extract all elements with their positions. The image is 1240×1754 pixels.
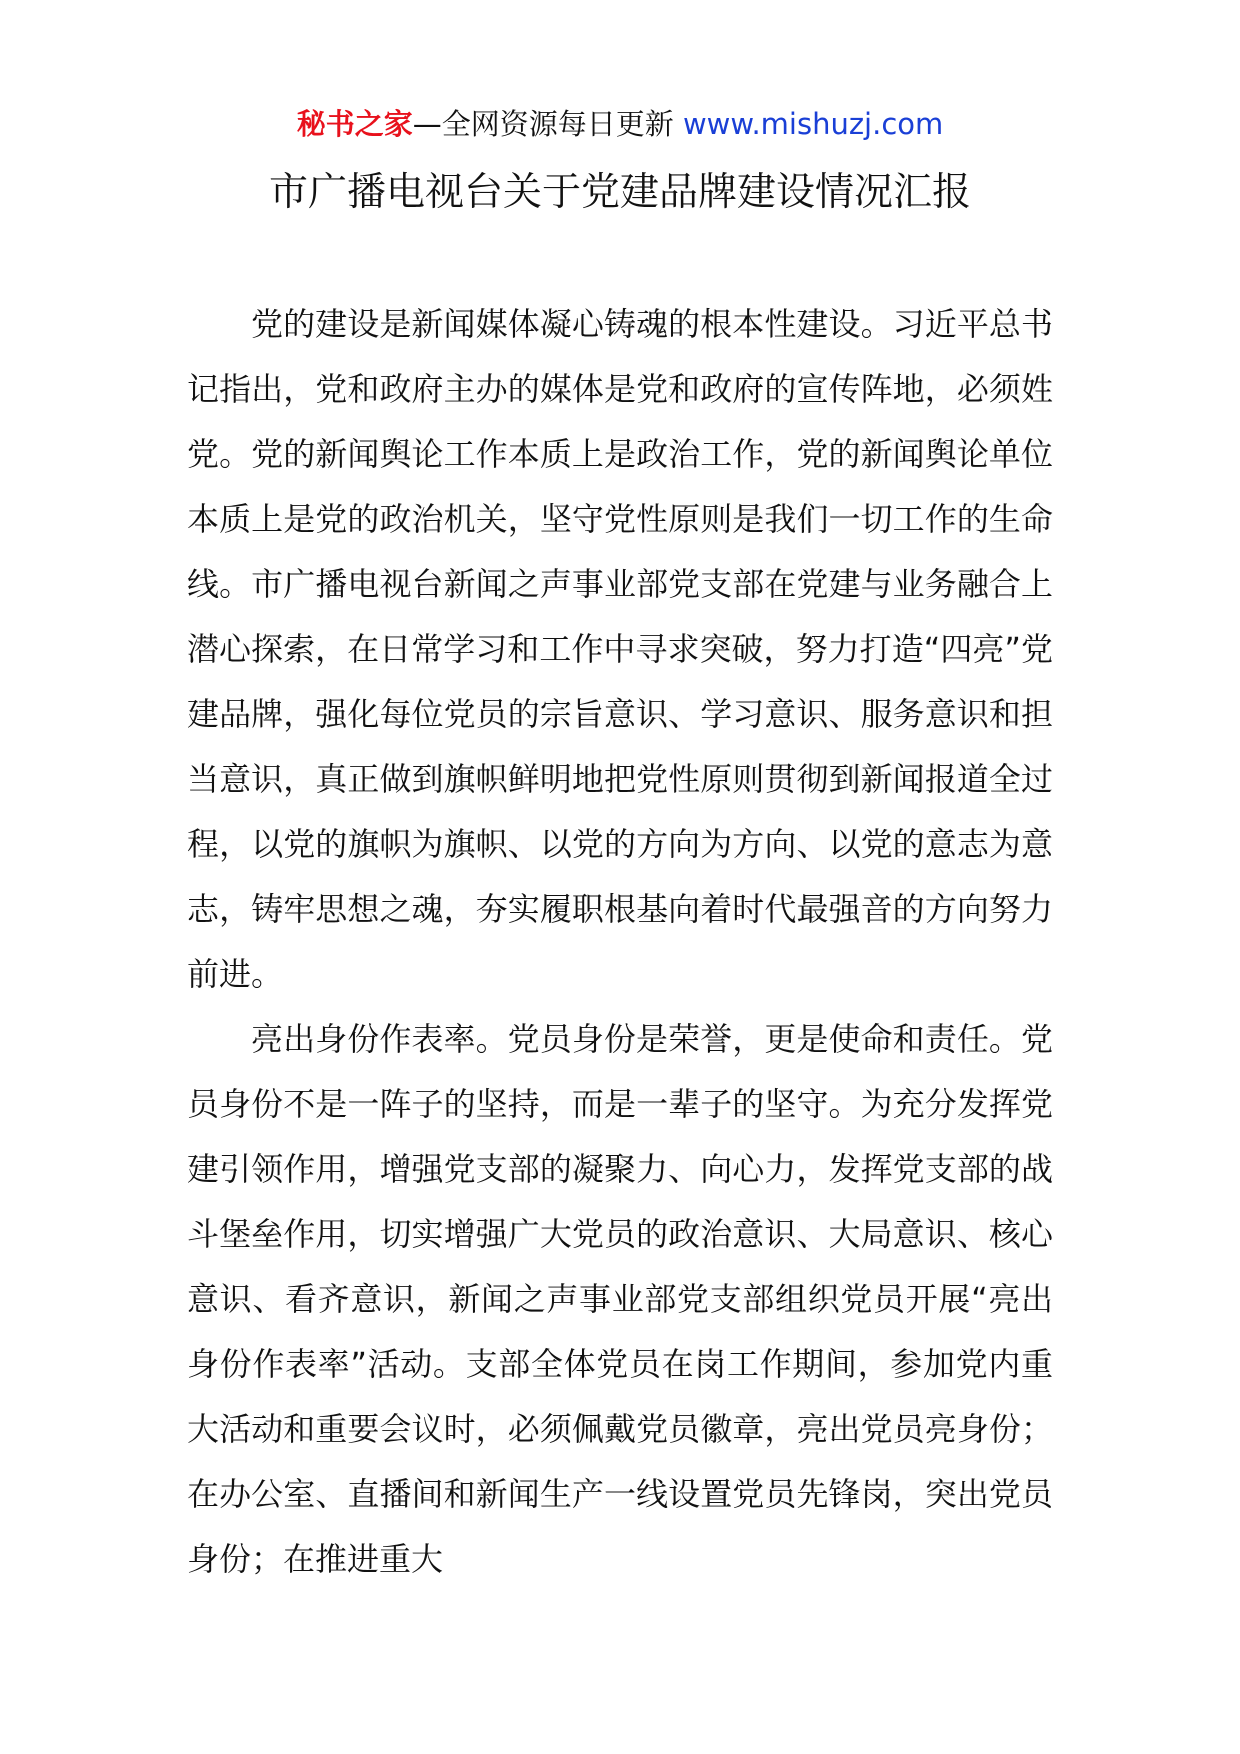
paragraph-identity: 亮出身份作表率。党员身份是荣誉，更是使命和责任。党员身份不是一阵子的坚持，而是一辈子的坚守。为充分发挥党建引领作用，增强党支部的凝聚力、向心力，发挥党支部的战斗堡垒作用，切实增强广大党员的政治意识、大局意识、核心意识、看齐意识，新闻之声事业部党支部组织党员开展“亮出身份作表率”活动。支部全体党员在岗工作期间，参加党内重大活动和重要会议时，必须佩戴党员徽章，亮出党员亮身份；在办公室、直播间和新闻生产一线设置党员先锋岗，突出党员身份；在推进重大	[187, 1020, 1053, 1578]
paragraph-intro: 党的建设是新闻媒体凝心铸魂的根本性建设。习近平总书记指出，党和政府主办的媒体是党和政府的宣传阵地，必须姓党。党的新闻舆论工作本质上是政治工作，党的新闻舆论单位本质上是党的政治机关，坚守党性原则是我们一切工作的生命线。市广播电视台新闻之声事业部党支部在党建与业务融合上潜心探索，在日常学习和工作中寻求突破，努力打造“四亮”党建品牌，强化每位党员的宗旨意识、学习意识、服务意识和担当意识，真正做到旗帜鲜明地把党性原则贯彻到新闻报道全过程，以党的旗帜为旗帜、以党的方向为方向、以党的意志为意志，铸牢思想之魂，夯实履职根基向着时代最强音的方向努力前进。	[187, 305, 1053, 993]
site-header	[0, 100, 1240, 148]
header-slogan: —全网资源每日更新	[412, 107, 674, 141]
document-body	[187, 292, 1053, 1592]
document-title: 市广播电视台关于党建品牌建设情况汇报	[268, 170, 971, 215]
brand-name: 秘书之家	[296, 107, 413, 141]
site-url-link[interactable]: www.mishuzj.com	[682, 107, 944, 141]
